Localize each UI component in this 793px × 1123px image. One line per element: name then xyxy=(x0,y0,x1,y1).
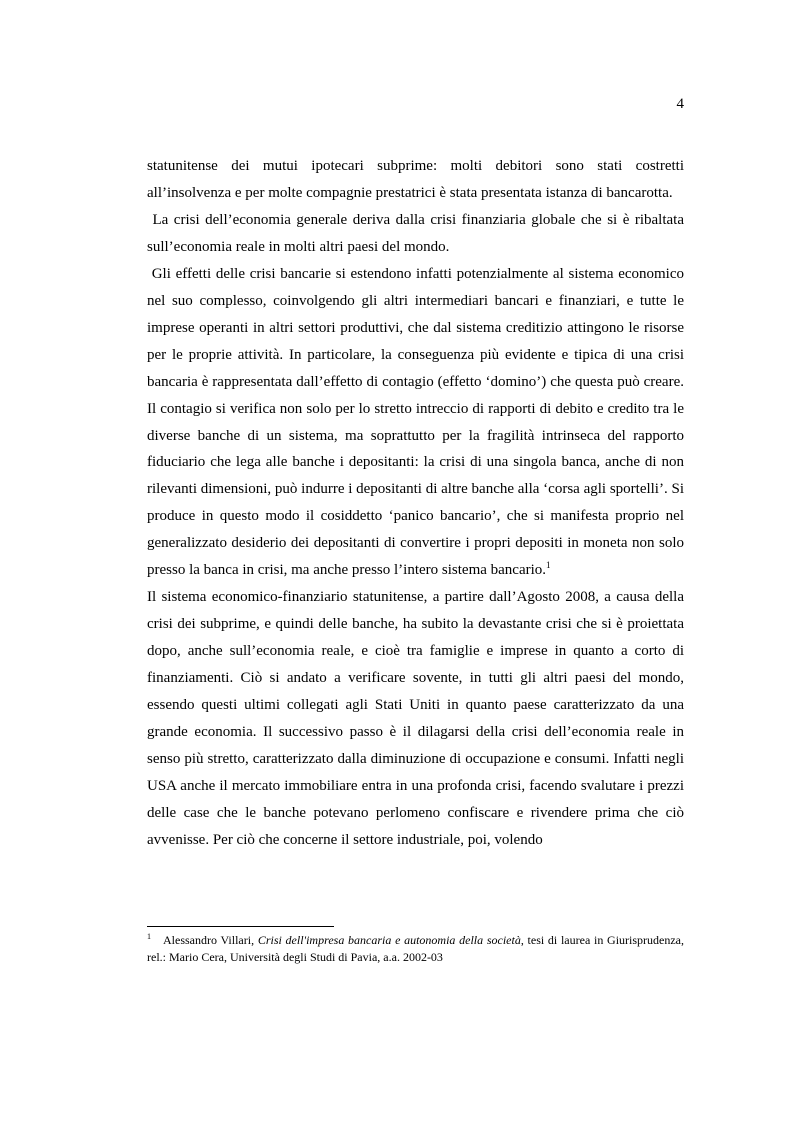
page-number: 4 xyxy=(676,96,684,112)
paragraph-3-text: Gli effetti delle crisi bancarie si estendono infatti potenzialmente al sistema economico nel suo complesso, coinvolgendo gli altri intermediari bancari e finanziari, e tutte le imprese operanti in altri settori produttivi, che dal sistema creditizio attingono le risorse per le proprie attività. In particolare, la conseguenza più evidente e tipica di una crisi bancaria è rappresentata dall’effetto di contagio (effetto ‘domino’) che questa può creare. Il contagio si verifica non solo per lo stretto intreccio di rapporti di debito e credito tra le diverse banche di un sistema, ma soprattutto per la fragilità intrinseca del rapporto fiduciario che lega alle banche i depositanti: la crisi di una singola banca, anche di non rilevanti dimensioni, può indurre i depositanti di altre banche alla ‘corsa agli sportelli’. Si produce in questo modo il cosiddetto ‘panico bancario’, che si manifesta proprio nel generalizzato desiderio dei depositanti di convertire i propri depositi in moneta non solo presso la banca in crisi, ma anche presso l’intero sistema bancario. xyxy=(147,265,684,579)
footnote-mark: 1 xyxy=(147,932,151,941)
footnote-title: Crisi dell'impresa bancaria e autonomia della società xyxy=(257,933,521,947)
footnote-reference[interactable]: 1 xyxy=(546,560,551,571)
footnote-author: Alessandro Villari, xyxy=(163,933,255,947)
footnote-separator xyxy=(147,926,334,927)
paragraph-1: statunitense dei mutui ipotecari subprime: molti debitori sono stati costretti all’insolvenza e per molte compagnie prestatrici è stata presentata istanza di bancarotta. xyxy=(147,158,684,201)
footnote-rest: , tesi di laurea in Giurisprudenza, rel.: Mario Cera, Università degli Studi di Pavia, a.a. 2002-03 xyxy=(147,933,685,964)
body-text xyxy=(147,153,684,854)
footnote xyxy=(147,932,684,966)
paragraph-3 xyxy=(147,261,684,584)
paragraph-4: Il sistema economico-finanziario statunitense, a partire dall’Agosto 2008, a causa della crisi dei subprime, e quindi delle banche, ha subito la devastante crisi che si è proiettata dopo, anche sull’economia reale, e cioè tra famiglie e imprese in quanto a corto di finanziamenti. Ciò si andato a verificare sovente, in tutti gli altri paesi del mondo, essendo questi ultimi collegati agli Stati Uniti in quanto paese caratterizzato da una grande economia. Il successivo passo è il dilagarsi della crisi dell’economia reale in senso più stretto, caratterizzato dalla diminuzione di occupazione e consumi. Infatti negli USA anche il mercato immobiliare entra in una profonda crisi, facendo svalutare i prezzi delle case che le banche potevano perlomeno confiscare e rivendere prima che ciò avvenisse. Per ciò che concerne il settore industriale, poi, volendo xyxy=(147,589,684,848)
paragraph-2: La crisi dell’economia generale deriva dalla crisi finanziaria globale che si è ribaltata sull’economia reale in molti altri paesi del mondo. xyxy=(147,211,684,255)
